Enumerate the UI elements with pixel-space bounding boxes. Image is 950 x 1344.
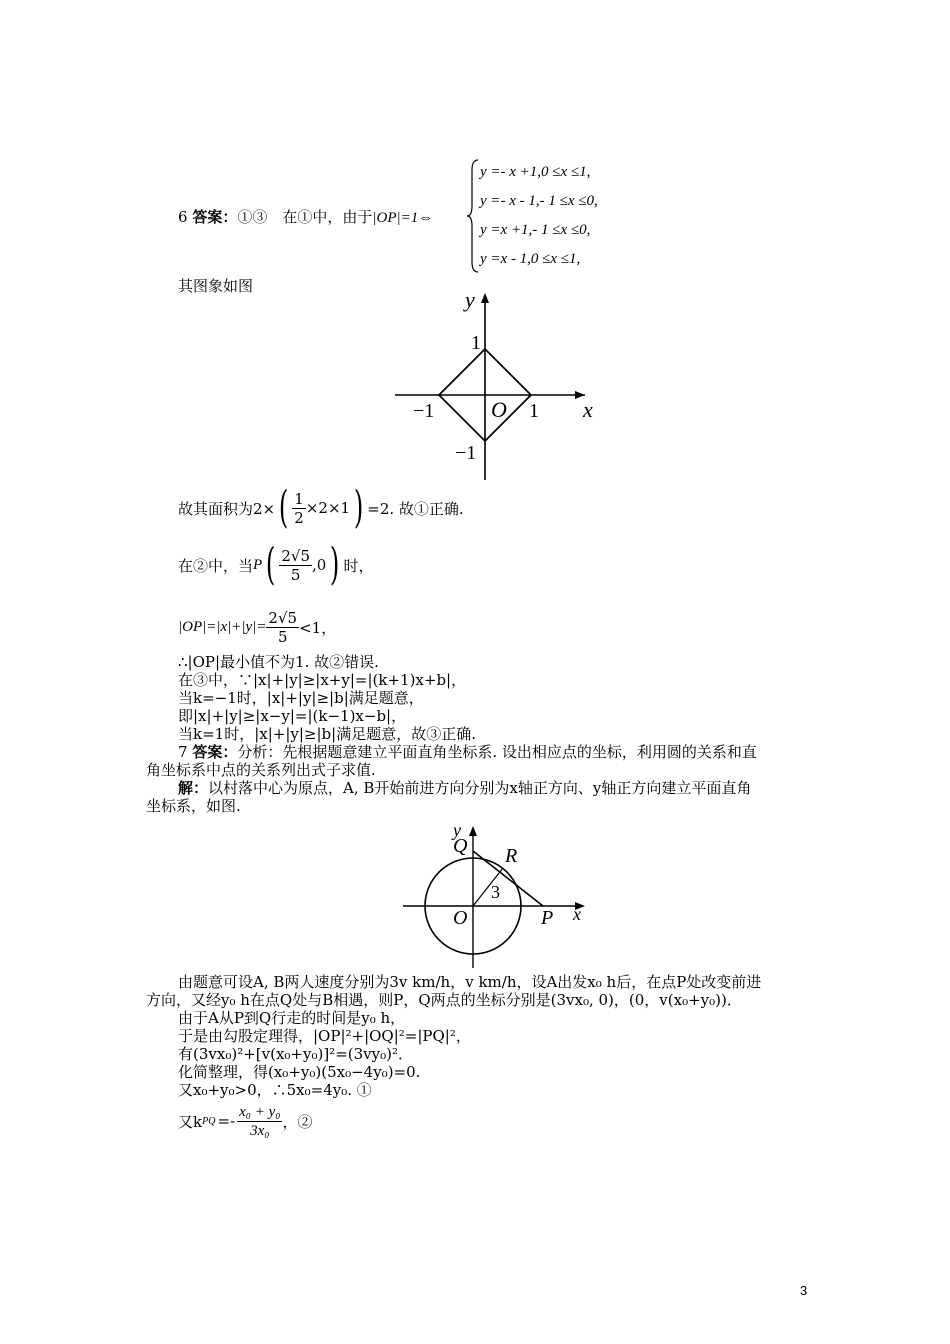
q6-op-equivalence: |OP|=1⇔ [372, 210, 434, 226]
case2-paren-right: ) [330, 539, 340, 590]
case2-fraction: $\frac{2√5}{5}$ [281, 546, 311, 584]
area-mid: ×2×1 [305, 499, 351, 517]
q7-analysis-line-2: 角坐标系中点的关系列出式子求值. [146, 761, 376, 779]
kpq-line [178, 1098, 312, 1144]
q7-label: 7 [178, 743, 193, 761]
q7-answer-tag: 答案： [192, 743, 238, 761]
graph1-bottom-label: −1 [455, 442, 477, 464]
graph2-r-label: R [505, 845, 518, 867]
kpq-pre: 又k [178, 1112, 203, 1131]
q7-line-2: 于是由勾股定理得，|OP|²+|OQ|²=|PQ|²， [178, 1027, 471, 1045]
case2-pre: 在②中，当 [178, 556, 254, 575]
circle-graph [395, 820, 595, 970]
op-line [178, 605, 336, 649]
graph1-x-label: x [583, 397, 593, 422]
case-line-2: y =- x - 1,- 1 ≤x ≤0, [480, 193, 598, 209]
op-fraction: $\frac{2√5}{5}$ [268, 608, 298, 646]
q7-line-1: 由于A从P到Q行走的时间是y₀ h， [178, 1009, 406, 1027]
graph2-y-label: y [453, 820, 461, 840]
diamond-graph [385, 285, 600, 485]
area-post: =2. 故①正确. [367, 499, 464, 518]
case2-post: 时， [343, 556, 374, 575]
case2-tail: ,0 [312, 556, 327, 574]
case-line-4: y =x - 1,0 ≤x ≤1, [480, 251, 581, 267]
y-axis-arrow [469, 826, 477, 836]
graph2-x-label: x [573, 904, 581, 924]
q7-solution-tag: 解： [178, 779, 209, 797]
area-fraction: $\frac{1}{2}$ [294, 489, 304, 527]
q6-header [178, 208, 433, 227]
q6-line-2: 在③中，∵|x|+|y|≥|x+y|=|(k+1)x+b|， [178, 671, 467, 689]
case2-line [178, 539, 374, 590]
case-line-3: y =x +1,- 1 ≤x ≤0, [480, 222, 591, 238]
q6-line-1: ∴|OP|最小值不为1. 故②错误. [178, 653, 379, 671]
graph2-radius-label: 3 [491, 882, 500, 902]
q7-line-3: 有(3vx₀)²+[v(x₀+y₀)]²=(3vy₀)²． [178, 1045, 413, 1063]
kpq-subscript: PQ [202, 1115, 216, 1127]
q6-line-5: 当k=1时，|x|+|y|≥|b|满足题意，故③正确. [178, 725, 476, 743]
q7-analysis-line-1: 7 答案：分析：先根据题意建立平面直角坐标系. 设出相应点的坐标，利用圆的关系和直 [178, 743, 757, 761]
graph1-y-label: y [465, 287, 475, 312]
q7-line-5: 又x₀+y₀>0，∴5x₀=4y₀. ① [178, 1081, 372, 1099]
graph1-left-label: −1 [413, 400, 435, 422]
q6-answer-value: ①③ [237, 208, 268, 226]
q7-text-line-2: 方向，又经y₀ h在点Q处与B相遇，则P，Q两点的坐标分别是(3vx₀, 0)，(0，v(x₀+y₀))． [146, 991, 742, 1009]
q7-text-line-1: 由题意可设A, B两人速度分别为3v km/h，v km/h，设A出发x₀ h后，在点P处改变前进 [178, 973, 762, 991]
graph2-o-label: O [453, 907, 468, 929]
graph1-right-label: 1 [529, 400, 539, 422]
graph1-top-label: 1 [471, 332, 481, 354]
case2-paren-left: ( [266, 539, 276, 590]
q6-label: 6 [178, 208, 193, 226]
q7-solution-line-1: 解：以村落中心为原点，A, B开始前进方向分别为x轴正方向、y轴正方向建立平面直角 [178, 779, 752, 797]
op-post: <1， [299, 618, 337, 637]
kpq-fraction: $\frac{\text{x₀ + y₀}}{\text{3x₀}}$ [239, 1103, 281, 1139]
area-line [178, 482, 464, 533]
y-axis-arrow [481, 293, 489, 303]
q6-intro: 在①中，由于 [267, 208, 373, 226]
page-number: 3 [800, 1283, 808, 1298]
graph1-origin-label: O [491, 397, 507, 422]
q6-line-4: 即|x|+|y|≥|x−y|=|(k−1)x−b|， [178, 707, 407, 725]
kpq-post: ，② [282, 1112, 313, 1131]
q7-line-4: 化简整理，得(x₀+y₀)(5x₀−4y₀)=0. [178, 1063, 421, 1081]
kpq-equals: =- [217, 1112, 236, 1130]
graph2-p-label: P [541, 907, 554, 929]
cases-brace [466, 158, 480, 274]
graph2-q-label: Q [453, 835, 468, 857]
case-line-1: y =- x +1,0 ≤x ≤1, [480, 164, 591, 180]
q7-solution-line-2: 坐标系，如图. [146, 797, 241, 815]
area-paren-left: ( [278, 482, 289, 533]
op-pre: |OP|=|x|+|y|= [178, 618, 267, 635]
area-paren-right: ) [353, 482, 364, 533]
case2-point: P [253, 556, 263, 573]
area-pre: 故其面积为2× [178, 499, 276, 518]
q6-line-3: 当k=−1时，|x|+|y|≥|b|满足题意， [178, 689, 424, 707]
graph1-caption: 其图象如图 [178, 277, 254, 295]
q6-answer-tag: 答案： [192, 208, 238, 226]
